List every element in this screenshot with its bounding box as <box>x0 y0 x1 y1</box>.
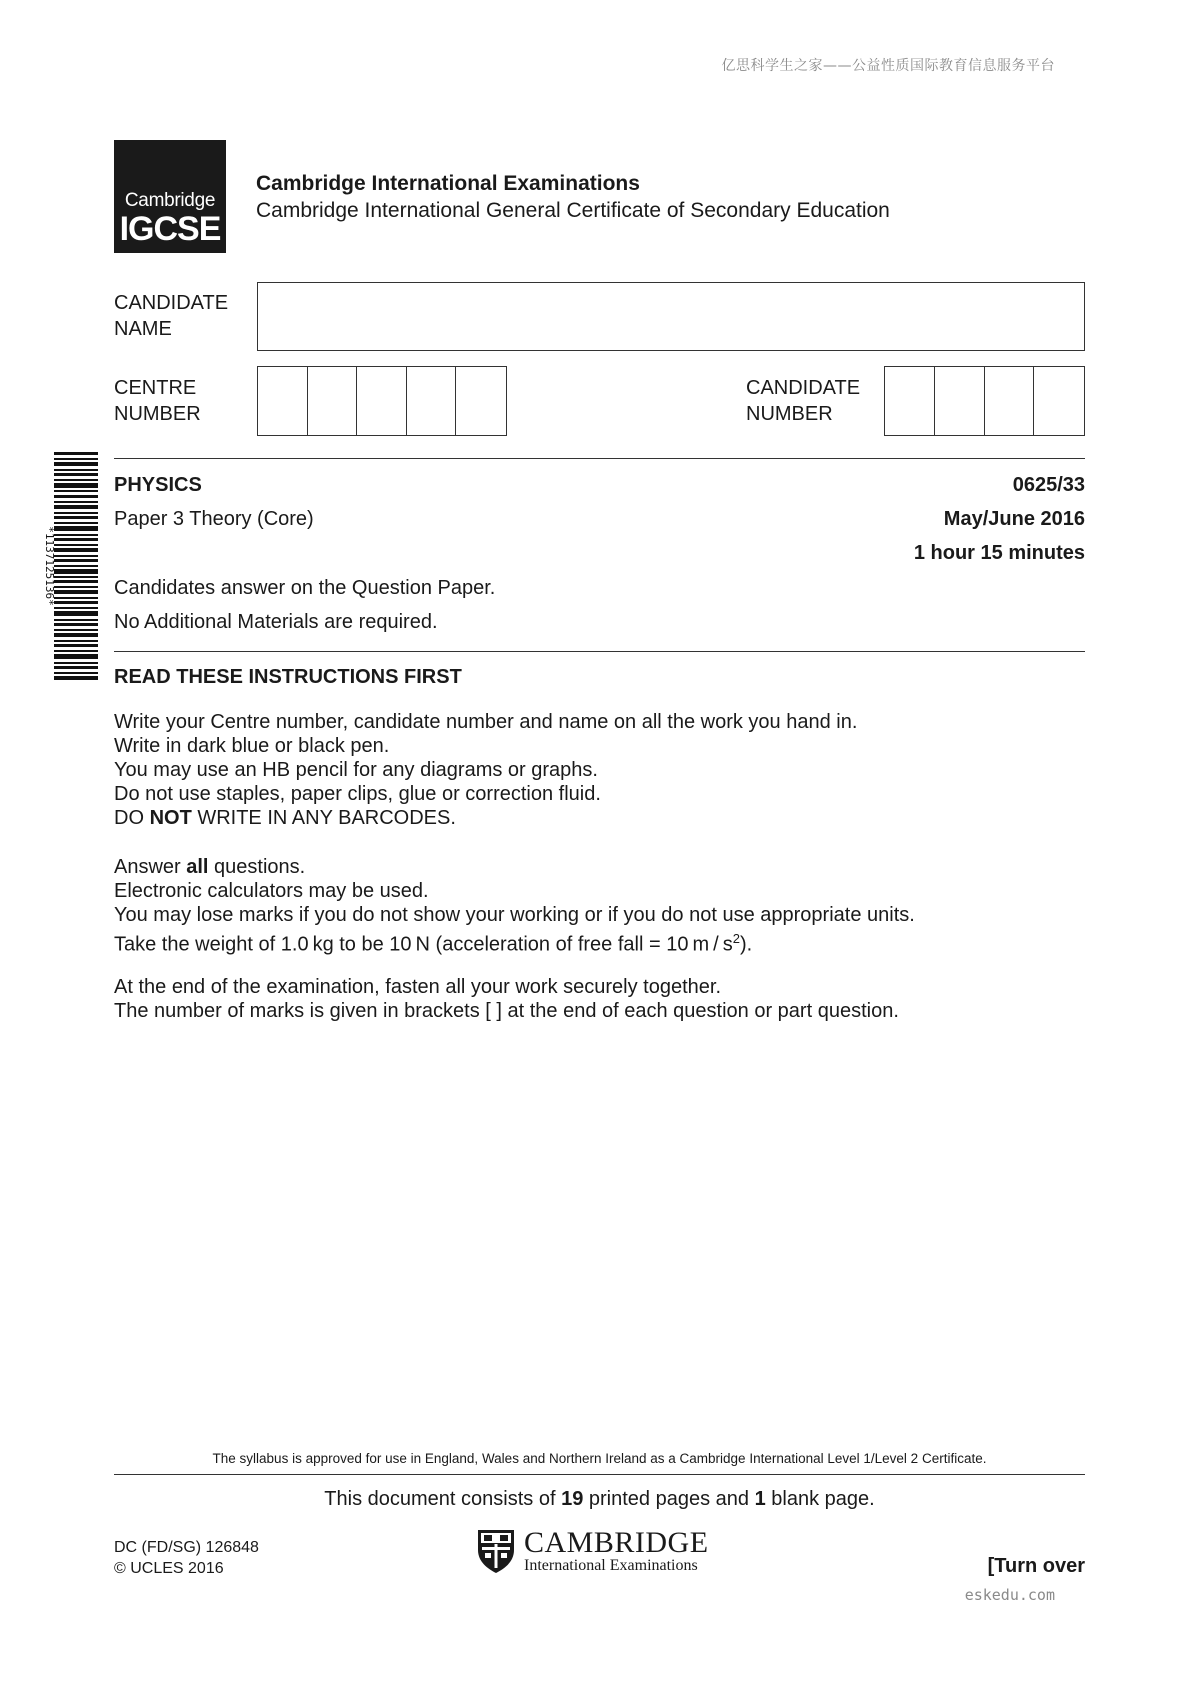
text-run: DO <box>114 807 150 829</box>
superscript: 2 <box>732 931 740 946</box>
digit-cell[interactable] <box>935 367 985 435</box>
paper-title: Paper 3 Theory (Core) <box>114 508 314 530</box>
cambridge-logo <box>476 1528 716 1576</box>
label-line: CENTRE <box>114 377 197 399</box>
text-run: This document consists of <box>324 1488 562 1510</box>
digit-cell[interactable] <box>407 367 457 435</box>
watermark-top: 亿思科学生之家——公益性质国际教育信息服务平台 <box>721 58 1055 74</box>
emphasis: NOT <box>149 807 192 829</box>
session: May/June 2016 <box>943 508 1085 530</box>
text-run: printed pages and <box>583 1488 755 1510</box>
note-answer: Candidates answer on the Question Paper. <box>114 577 496 599</box>
duration: 1 hour 15 minutes <box>913 542 1085 564</box>
barcode <box>40 452 100 680</box>
text-run: Take the weight of 1.0 kg to be 10 N (acceleration of free fall = 10 m / s <box>114 933 733 956</box>
digit-cell[interactable] <box>985 367 1035 435</box>
watermark-bottom: eskedu.com <box>964 1586 1055 1604</box>
divider <box>114 651 1085 652</box>
instructions-group-2 <box>114 855 915 957</box>
digit-cell[interactable] <box>885 367 935 435</box>
page-count <box>114 1488 1085 1511</box>
instruction-line <box>114 806 857 830</box>
centre-number-field[interactable] <box>257 366 507 436</box>
brand-subtitle: International Examinations <box>524 1557 698 1574</box>
digit-cell[interactable] <box>258 367 308 435</box>
note-materials: No Additional Materials are required. <box>114 611 438 633</box>
copyright: © UCLES 2016 <box>114 1560 224 1577</box>
label-line: NUMBER <box>746 403 833 425</box>
barcode-text: *1137125136* <box>43 526 56 606</box>
label-line: NUMBER <box>114 403 201 425</box>
text-run: questions. <box>208 856 306 878</box>
syllabus-note: The syllabus is approved for use in England, Wales and Northern Ireland as a Cambridge International Level 1/Level 2 Certificate. <box>212 1451 987 1466</box>
qualification-title: Cambridge International General Certificate of Secondary Education <box>256 199 890 222</box>
text-run: blank page. <box>765 1488 875 1510</box>
turn-over: [Turn over <box>987 1555 1085 1577</box>
label-line: CANDIDATE <box>114 292 229 314</box>
logo-line1: Cambridge <box>124 190 216 211</box>
instruction-line: The number of marks is given in brackets [ ] at the end of each question or part question. <box>114 1000 899 1022</box>
paper-code: 0625/33 <box>1012 474 1085 496</box>
org-title: Cambridge International Examinations <box>256 172 640 195</box>
instruction-line: Electronic calculators may be used. <box>114 880 429 902</box>
divider <box>114 458 1085 459</box>
code-line: DC (FD/SG) 126848 <box>114 1539 259 1556</box>
candidate-name-field[interactable] <box>257 282 1085 351</box>
instruction-line: Write in dark blue or black pen. <box>114 735 390 757</box>
instructions-heading: READ THESE INSTRUCTIONS FIRST <box>114 666 462 688</box>
crest-icon <box>476 1528 516 1574</box>
candidate-name-label <box>114 290 228 342</box>
candidate-number-field[interactable] <box>884 366 1085 436</box>
logo-line2: IGCSE <box>119 210 221 248</box>
instruction-line <box>114 927 915 957</box>
divider <box>114 1474 1085 1475</box>
text-run: ). <box>739 933 753 956</box>
digit-cell[interactable] <box>456 367 506 435</box>
label-line: CANDIDATE <box>746 377 861 399</box>
centre-number-label <box>114 375 201 427</box>
digit-cell[interactable] <box>357 367 407 435</box>
text-run: Answer <box>114 856 187 878</box>
instruction-line: You may lose marks if you do not show your working or if you do not use appropriate units. <box>114 904 915 926</box>
emphasis: all <box>186 856 209 878</box>
brand-name: CAMBRIDGE <box>524 1526 709 1559</box>
instructions-group-1 <box>114 710 857 830</box>
document-code <box>114 1537 259 1579</box>
subject: PHYSICS <box>114 474 202 496</box>
digit-cell[interactable] <box>1034 367 1084 435</box>
instruction-line: Do not use staples, paper clips, glue or correction fluid. <box>114 783 601 805</box>
text-run: WRITE IN ANY BARCODES. <box>191 807 456 829</box>
label-line: NAME <box>114 318 172 340</box>
digit-cell[interactable] <box>308 367 358 435</box>
instruction-line <box>114 855 915 879</box>
instruction-line: You may use an HB pencil for any diagrams or graphs. <box>114 759 598 781</box>
emphasis: 1 <box>754 1488 766 1510</box>
emphasis: 19 <box>561 1488 584 1510</box>
instruction-line: Write your Centre number, candidate number and name on all the work you hand in. <box>114 711 858 733</box>
candidate-number-label <box>746 375 860 427</box>
igcse-logo <box>114 140 226 253</box>
instructions-group-3 <box>114 975 899 1023</box>
instruction-line: At the end of the examination, fasten all your work securely together. <box>114 976 722 998</box>
